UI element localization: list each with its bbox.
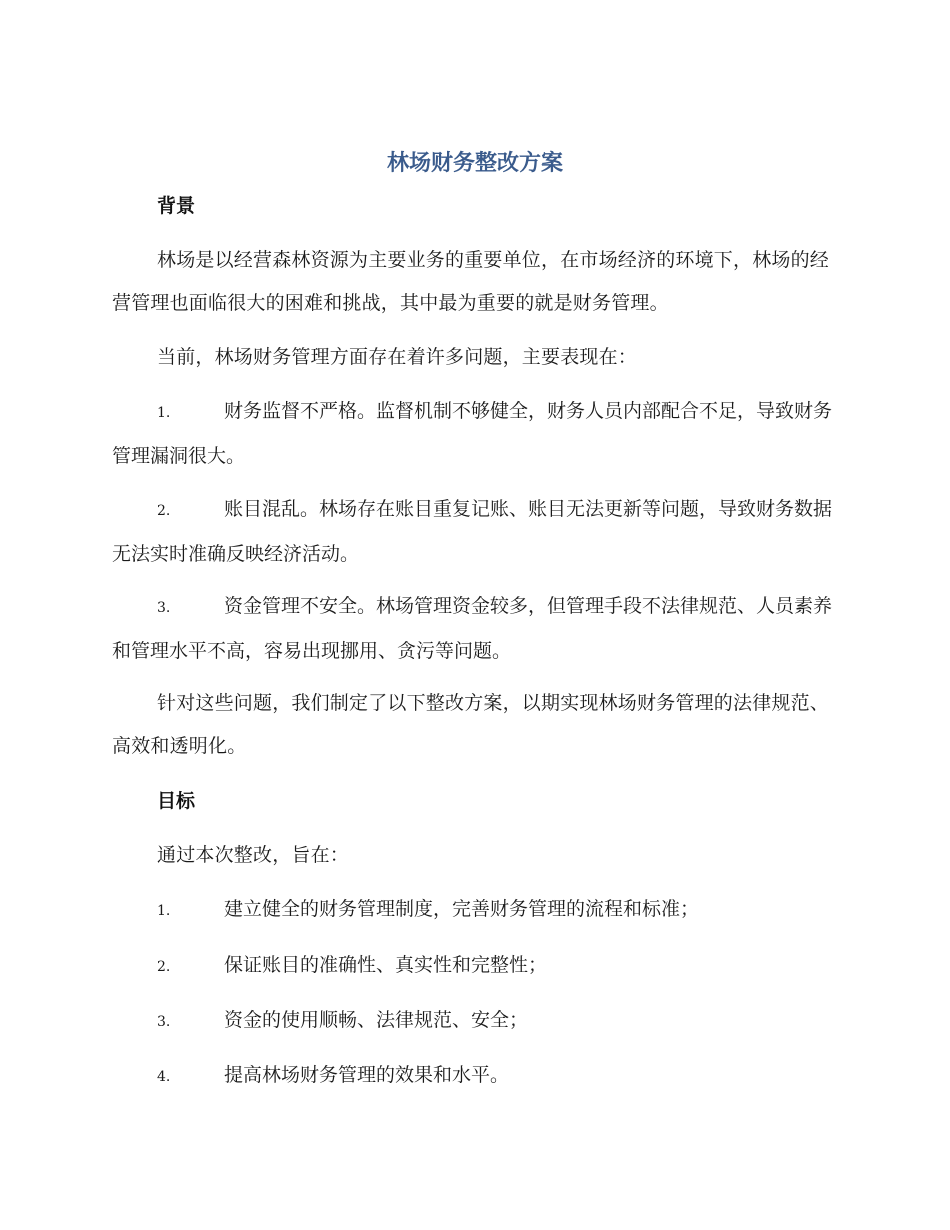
list-number: 1. (157, 903, 171, 919)
section-heading-background: 背景 (157, 195, 196, 217)
document-title: 林场财务整改方案 (386, 151, 563, 176)
problems-lead-paragraph: 当前，林场财务管理方面存在着许多问题，主要表现在： (157, 346, 638, 368)
list-number: 1. (157, 405, 171, 421)
list-number: 2. (157, 503, 171, 519)
list-item-goal-2 (112, 944, 842, 989)
list-item-problem-3 (112, 585, 842, 673)
list-item-text: 保证账目的准确性、真实性和完整性； (224, 954, 548, 976)
list-item-goal-1 (112, 888, 842, 933)
list-number: 3. (157, 600, 171, 616)
list-item-text: 资金管理不安全。林场管理资金较多，但管理手段不法律规范、人员素养和管理水平不高，容易出现挪用、贪污等问题。 (112, 595, 833, 662)
background-closing-paragraph: 针对这些问题，我们制定了以下整改方案，以期实现林场财务管理的法律规范、高效和透明化。 (112, 692, 830, 757)
background-intro-paragraph: 林场是以经营森林资源为主要业务的重要单位，在市场经济的环境下，林场的经营管理也面临很大的困难和挑战，其中最为重要的就是财务管理。 (112, 249, 830, 314)
goals-lead-paragraph: 通过本次整改，旨在： (157, 844, 350, 866)
list-number: 4. (157, 1069, 171, 1085)
list-item-text: 财务监督不严格。监督机制不够健全，财务人员内部配合不足，导致财务管理漏洞很大。 (112, 400, 833, 467)
list-item-text: 建立健全的财务管理制度，完善财务管理的流程和标准； (224, 898, 700, 920)
list-item-problem-2 (112, 488, 842, 576)
list-item-text: 提高林场财务管理的效果和水平。 (224, 1064, 510, 1086)
list-item-text: 资金的使用顺畅、法律规范、安全； (224, 1009, 529, 1031)
list-item-text: 账目混乱。林场存在账目重复记账、账目无法更新等问题，导致财务数据无法实时准确反映经济活动。 (112, 498, 833, 565)
section-heading-goals: 目标 (157, 790, 196, 812)
list-item-problem-1 (112, 390, 842, 478)
list-item-goal-3 (112, 999, 842, 1044)
list-number: 3. (157, 1014, 171, 1030)
list-number: 2. (157, 959, 171, 975)
list-item-goal-4 (112, 1054, 842, 1099)
